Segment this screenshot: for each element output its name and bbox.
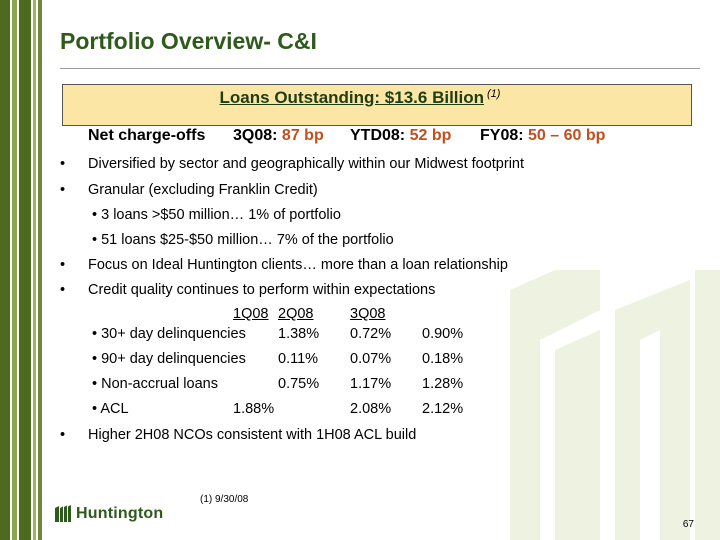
sub-bullet-text: 51 loans $25-$50 million… 7% of the portfolio xyxy=(101,232,394,248)
table-cell: 0.90% xyxy=(422,326,464,342)
bullet-item: Credit quality continues to perform within expectations xyxy=(88,282,436,298)
sub-bullet-marker: • xyxy=(92,401,98,417)
table-cell: 0.75% xyxy=(278,376,320,392)
stripe xyxy=(38,0,42,540)
nco-fy08 xyxy=(480,127,605,145)
page-number: 67 xyxy=(682,519,694,530)
table-cell: 0.07% xyxy=(350,351,392,367)
row-label-text: 30+ day delinquencies xyxy=(101,326,246,342)
nco-ytd08 xyxy=(350,127,451,145)
nco-3q08 xyxy=(233,127,324,145)
bullet-item: Diversified by sector and geographically within our Midwest footprint xyxy=(88,156,525,172)
table-row-label xyxy=(92,351,246,367)
huntington-watermark-graphic xyxy=(480,270,720,540)
table-header-2q08: 2Q08 xyxy=(278,306,314,322)
sub-bullet-marker: • xyxy=(92,376,98,392)
page-title: Portfolio Overview- C&I xyxy=(60,28,317,54)
table-row-label xyxy=(92,376,218,392)
footnote: (1) 9/30/08 xyxy=(200,494,249,505)
table-cell: 0.72% xyxy=(350,326,392,342)
sub-bullet-text: 3 loans >$50 million… 1% of portfolio xyxy=(101,207,341,223)
table-cell: 1.28% xyxy=(422,376,464,392)
table-cell: 1.88% xyxy=(233,401,275,417)
huntington-logo xyxy=(54,505,163,523)
table-cell: 1.17% xyxy=(350,376,392,392)
table-cell: 2.12% xyxy=(422,401,464,417)
nco-fy08-value: 50 – 60 bp xyxy=(528,127,606,144)
stripe xyxy=(19,0,31,540)
table-header-3q08: 3Q08 xyxy=(350,306,386,322)
logo-text: Huntington xyxy=(76,505,164,522)
sub-bullet-marker: • xyxy=(92,232,98,248)
sub-bullet-marker: • xyxy=(92,207,98,223)
bullet-item: Focus on Ideal Huntington clients… more than a loan relationship xyxy=(88,257,508,273)
stripe xyxy=(12,0,17,540)
bullet-marker: • xyxy=(60,282,66,298)
row-label-text: 90+ day delinquencies xyxy=(101,351,246,367)
table-row-label xyxy=(92,326,246,342)
nco-label: Net charge-offs xyxy=(88,127,206,144)
row-label-text: Non-accrual loans xyxy=(101,376,218,392)
table-cell: 2.08% xyxy=(350,401,392,417)
loans-outstanding-heading xyxy=(0,88,720,108)
nco-ytd08-label: YTD08: xyxy=(350,127,406,144)
table-cell: 0.11% xyxy=(278,351,319,367)
loans-outstanding-text: Loans Outstanding: $13.6 Billion xyxy=(219,88,485,107)
bullet-item: Higher 2H08 NCOs consistent with 1H08 ACL build xyxy=(88,427,417,443)
bullet-item: Granular (excluding Franklin Credit) xyxy=(88,182,318,198)
bullet-marker: • xyxy=(60,182,66,198)
footnote-marker: (1) xyxy=(487,88,501,100)
logo-mark-icon xyxy=(54,505,72,523)
sub-bullet-marker: • xyxy=(92,326,98,342)
nco-3q08-label: 3Q08: xyxy=(233,127,278,144)
sub-bullet-marker: • xyxy=(92,351,98,367)
nco-3q08-value: 87 bp xyxy=(281,127,324,144)
sub-bullet-item xyxy=(92,232,394,248)
bullet-marker: • xyxy=(60,156,66,172)
title-divider xyxy=(60,68,700,69)
row-label-text: ACL xyxy=(100,401,129,417)
left-stripe-decoration xyxy=(0,0,46,540)
nco-ytd08-value: 52 bp xyxy=(409,127,452,144)
table-row-label xyxy=(92,401,129,417)
table-cell: 1.38% xyxy=(278,326,320,342)
table-header-1q08: 1Q08 xyxy=(233,306,269,322)
table-cell: 0.18% xyxy=(422,351,464,367)
bullet-marker: • xyxy=(60,427,66,443)
stripe xyxy=(33,0,36,540)
sub-bullet-item xyxy=(92,207,341,223)
bullet-marker: • xyxy=(60,257,66,273)
nco-fy08-label: FY08: xyxy=(480,127,524,144)
stripe xyxy=(0,0,10,540)
